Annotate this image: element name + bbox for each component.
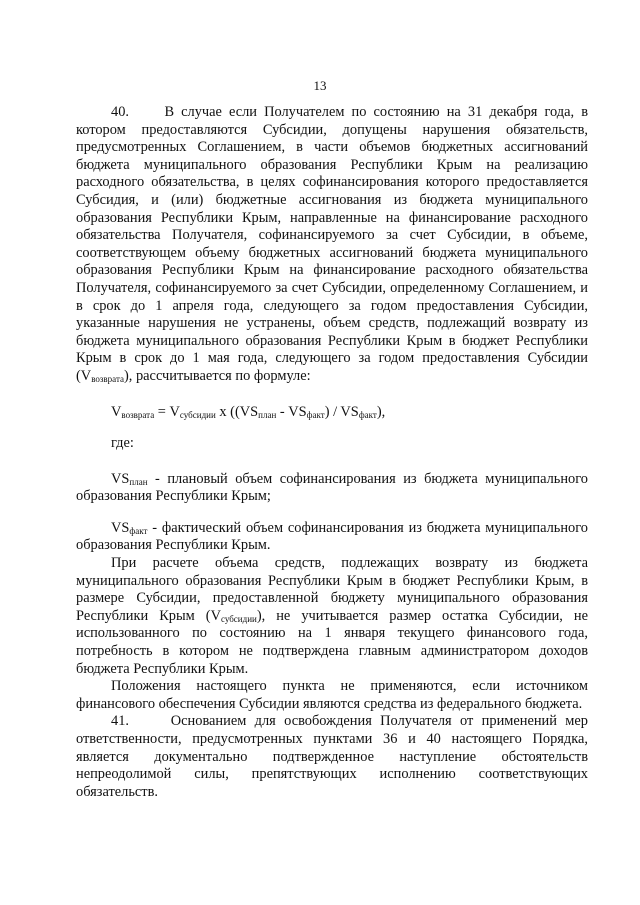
formula-symbol: VS — [111, 470, 130, 487]
refund-formula — [76, 404, 588, 422]
formula-symbol: VS — [111, 519, 130, 536]
formula-symbol: x ((VS — [215, 403, 259, 420]
paragraph-text: Основанием для освобождения Получателя от применений мер ответственности, предусмотренных пунктами 36 и 40 настоящего Порядка, является документально подтвержденное наступление обстоятельств непреодолимой силы, препятствующих исполнению соответствующих обязательств. — [76, 713, 588, 800]
subscript: факт — [129, 525, 148, 536]
paragraph-text: В случае если Получателем по состоянию на 31 декабря года, в котором предоставляются Субсидии, допущены нарушения обязательств, предусмотренных Соглашением, в части объемов бюджетных ассигнований бюджета муниципального образования Республики Крым на реализацию расходного обязательства, в целях софинансирования которого предоставляется Субсидия, и (или) бюджетные ассигнования из бюджета муниципального образования Республики Крым, направленные на финансирование расходного обязательства Получателя, софинансируемого за счет Субсидии, в объеме, соответствующем объему бюджетных ассигнований бюджета муниципального образования Республики Крым на финансирование расходного обязательства Получателя, софинансируемого за счет Субсидии, определенному Соглашением, и в срок до 1 апреля года, следующего за годом предоставления Субсидии, указанные нарушения не устранены, объем средств, подлежащий возврату из бюджета муниципального образования Республики Крым в бюджет Республики Крым в срок до 1 мая года, следующего за годом предоставления Субсидии (V — [76, 104, 588, 384]
formula-symbol: ) / VS — [324, 403, 359, 420]
definition-text: - плановый объем софинансирования из бюджета муниципального образования Республики Крым; — [76, 470, 588, 505]
where-label: где: — [111, 435, 134, 452]
paragraph-number: 41. — [111, 713, 129, 730]
paragraph-text: ), не учитывается размер остатка Субсидии, не использованного по состоянию на 1 января текущего финансового года, потребность в котором не подтверждена главным администратором доходов бюджета Республики Крым. — [76, 607, 588, 677]
paragraph-text: При расчете объема средств, подлежащих возврату из бюджета муниципального образования Республики Крым в бюджет Республики Крым, в размере Субсидии, предоставленной бюджету муниципального образования Республики Крым (V — [76, 555, 588, 624]
paragraph-41 — [76, 713, 588, 801]
subscript: субсидии — [220, 613, 257, 624]
formula-symbol: ), — [376, 403, 386, 420]
definition-text: - фактический объем софинансирования из бюджета муниципального образования Республики Крым. — [76, 519, 588, 554]
subscript: возврата — [91, 373, 124, 384]
paragraph-40 — [76, 104, 588, 386]
definition-plan — [76, 471, 588, 506]
subscript: субсидии — [179, 409, 216, 420]
subscript: план — [129, 476, 148, 487]
paragraph-number: 40. — [111, 104, 129, 120]
paragraph-calculation — [76, 555, 588, 678]
paragraph-nonapplicability: Положения настоящего пункта не применяются, если источником финансового обеспечения Субсидии являются средства из федерального бюджета. — [76, 678, 588, 712]
paragraph-text: ), рассчитывается по формуле: — [123, 367, 311, 384]
definition-fakt — [76, 520, 588, 555]
subscript: возврата — [121, 409, 155, 420]
formula-symbol: V — [111, 403, 122, 420]
subscript: факт — [358, 409, 377, 420]
subscript: план — [258, 409, 277, 420]
document-body — [76, 104, 588, 801]
page-number: 13 — [313, 78, 327, 93]
formula-symbol: - VS — [276, 403, 307, 420]
subscript: факт — [306, 409, 325, 420]
formula-symbol: = V — [154, 403, 180, 420]
